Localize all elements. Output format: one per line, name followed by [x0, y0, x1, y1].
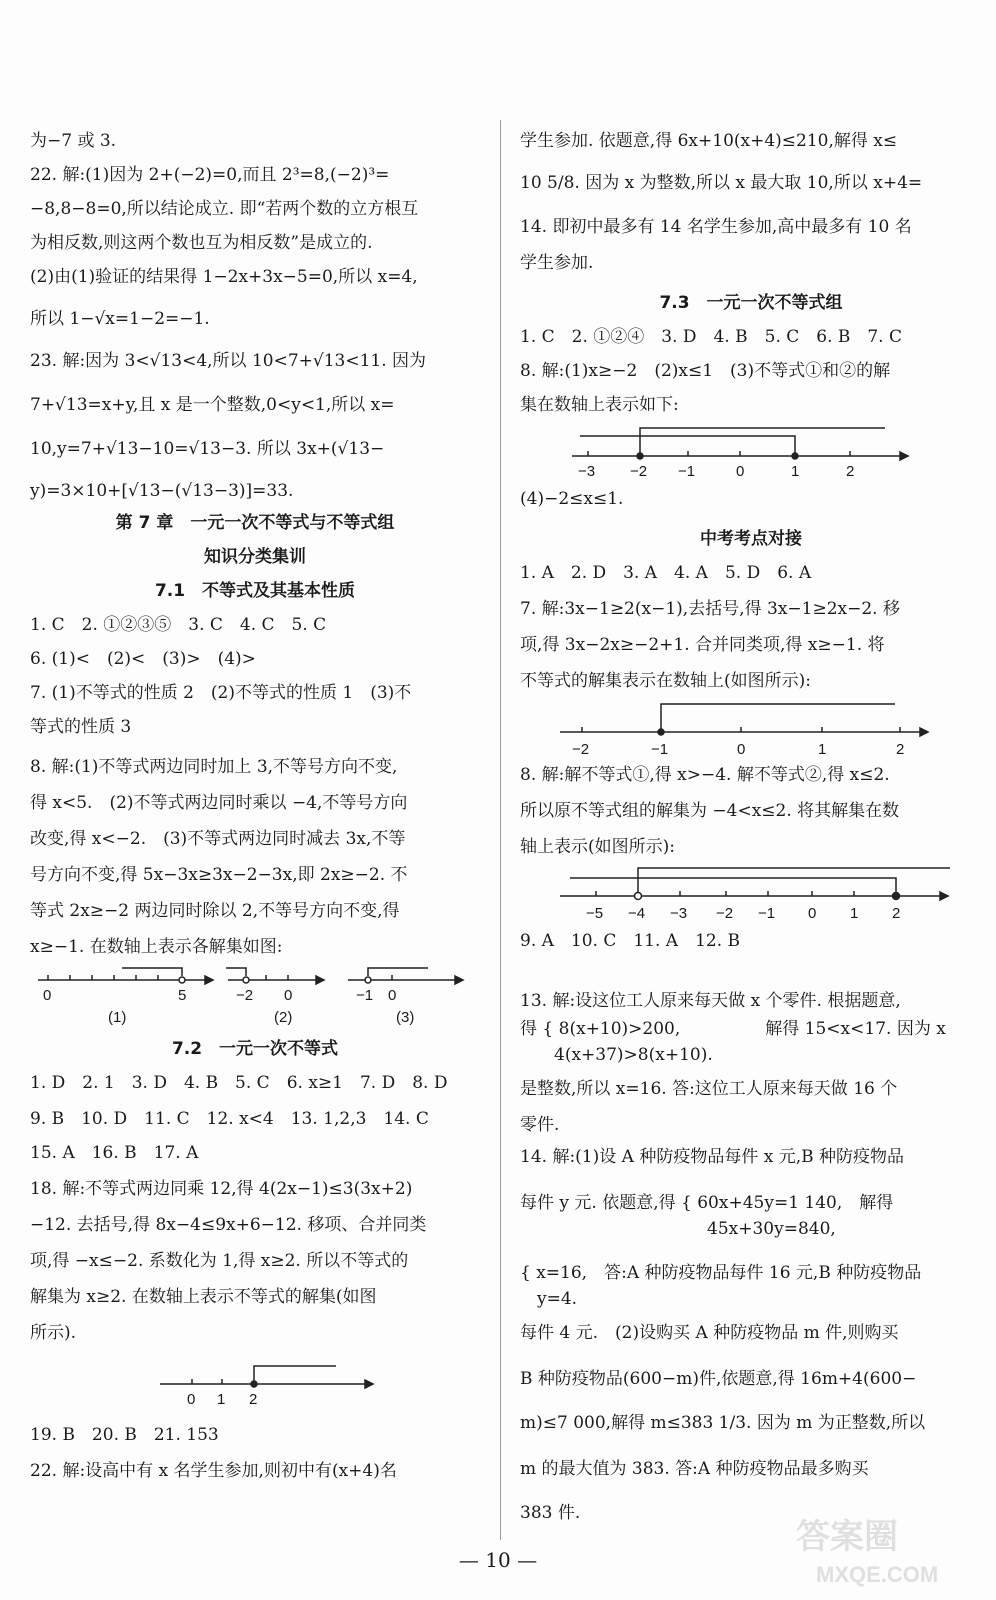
- text-line: 383 件.: [520, 1503, 581, 1523]
- tick-label: 1: [850, 905, 859, 922]
- watermark-text: 答案圈: [796, 1518, 898, 1556]
- tick-label: −2: [630, 463, 648, 480]
- tick-label: 0: [43, 987, 52, 1004]
- text-line: 9. B 10. D 11. C 12. x<4 13. 1,2,3 14. C: [30, 1109, 429, 1129]
- text-line: 改变,得 x<−2. (3)不等式两边同时减去 3x,不等: [30, 829, 406, 849]
- tick-label: −3: [670, 905, 688, 922]
- text-line: 学生参加. 依题意,得 6x+10(x+4)≤210,解得 x≤: [520, 131, 898, 151]
- text-line: 7. (1)不等式的性质 2 (2)不等式的性质 1 (3)不: [30, 683, 412, 703]
- text-line: 22. 解:设高中有 x 名学生参加,则初中有(x+4)名: [30, 1461, 397, 1481]
- section-7-1-title: 7.1 不等式及其基本性质: [154, 581, 356, 601]
- text-line: 7+√13=x+y,且 x 是一个整数,0<y<1,所以 x=: [30, 395, 395, 415]
- tick-label: −2: [716, 905, 734, 922]
- text-line: 得 x<5. (2)不等式两边同时乘以 −4,不等号方向: [30, 793, 408, 813]
- text-line: 零件.: [520, 1115, 560, 1135]
- text-line: 8. 解:解不等式①,得 x>−4. 解不等式②,得 x≤2.: [520, 765, 890, 785]
- text-line: 项,得 −x≤−2. 系数化为 1,得 x≥2. 所以不等式的: [30, 1251, 409, 1271]
- section-7-2-title: 7.2 一元一次不等式: [171, 1039, 339, 1059]
- text-line: 18. 解:不等式两边同乘 12,得 4(2x−1)≤3(3x+2): [30, 1179, 413, 1199]
- text-line: 所以原不等式组的解集为 −4<x≤2. 将其解集在数: [520, 801, 900, 821]
- tick-label: 2: [896, 741, 905, 758]
- text-line: 所示).: [30, 1323, 77, 1343]
- text-line: −12. 去括号,得 8x−4≤9x+6−12. 移项、合并同类: [30, 1215, 427, 1235]
- tick-label: −5: [586, 905, 604, 922]
- tick-label: 2: [846, 463, 855, 480]
- tick-label: 0: [737, 741, 746, 758]
- section-title: 知识分类集训: [204, 547, 306, 567]
- tick-label: 0: [388, 987, 397, 1004]
- tick-label: −1: [678, 463, 696, 480]
- text-line: 解集为 x≥2. 在数轴上表示不等式的解集(如图: [30, 1287, 377, 1307]
- text-line: 6. (1)< (2)< (3)> (4)>: [30, 649, 256, 669]
- text-line: 15. A 16. B 17. A: [30, 1143, 199, 1163]
- watermark-url: MXQE.COM: [816, 1562, 939, 1587]
- chapter-title: 第 7 章 一元一次不等式与不等式组: [115, 513, 395, 533]
- text-line: 10 5/8. 因为 x 为整数,所以 x 最大取 10,所以 x+4=: [520, 173, 923, 193]
- tick-label: 1: [217, 1391, 226, 1408]
- text-line: 10,y=7+√13−10=√13−3. 所以 3x+(√13−: [30, 439, 385, 459]
- text-line: 学生参加.: [520, 253, 594, 273]
- number-line-zk8: [550, 862, 970, 922]
- text-line: y=4.: [520, 1289, 578, 1309]
- number-line-zk7: [550, 698, 950, 758]
- text-line: 等式的性质 3: [30, 717, 132, 737]
- text-line: 23. 解:因为 3<√13<4,所以 10<7+√13<11. 因为: [30, 351, 427, 371]
- tick-label: 0: [808, 905, 817, 922]
- figure-label: (3): [396, 1009, 415, 1026]
- text-line: 1. A 2. D 3. A 4. A 5. D 6. A: [520, 563, 812, 583]
- number-line-7-3-8: [560, 422, 960, 478]
- text-line: B 种防疫物品(600−m)件,依题意,得 16m+4(600−: [520, 1369, 917, 1389]
- text-line: 不等式的解集表示在数轴上(如图所示):: [520, 671, 811, 691]
- text-line: { x=16, 答:A 种防疫物品每件 16 元,B 种防疫物品: [520, 1263, 922, 1283]
- number-line-18: [150, 1358, 390, 1408]
- tick-label: 0: [284, 987, 293, 1004]
- text-line: 14. 即初中最多有 14 名学生参加,高中最多有 10 名: [520, 217, 912, 237]
- tick-label: −2: [572, 741, 590, 758]
- tick-label: 0: [736, 463, 745, 480]
- text-line: −8,8−8=0,所以结论成立. 即“若两个数的立方根互: [30, 199, 419, 219]
- figure-label: (1): [108, 1009, 127, 1026]
- tick-label: 5: [178, 987, 187, 1004]
- text-line: x≥−1. 在数轴上表示各解集如图:: [30, 937, 283, 957]
- text-line: 等式 2x≥−2 两边同时除以 2,不等号方向不变,得: [30, 901, 400, 921]
- text-line: 为相反数,则这两个数也互为相反数”是成立的.: [30, 233, 373, 253]
- text-line: m)≤7 000,解得 m≤383 1/3. 因为 m 为正整数,所以: [520, 1413, 926, 1433]
- text-line: 为−7 或 3.: [30, 131, 117, 151]
- tick-label: 1: [791, 463, 800, 480]
- text-line: 7. 解:3x−1≥2(x−1),去括号,得 3x−1≥2x−2. 移: [520, 599, 900, 619]
- figure-label: (2): [274, 1009, 293, 1026]
- tick-label: −1: [758, 905, 776, 922]
- tick-label: −2: [236, 987, 254, 1004]
- text-line: 14. 解:(1)设 A 种防疫物品每件 x 元,B 种防疫物品: [520, 1147, 905, 1167]
- text-line: 所以 1−√x=1−2=−1.: [30, 309, 210, 329]
- text-line: 1. D 2. 1 3. D 4. B 5. C 6. x≥1 7. D 8. D: [30, 1073, 448, 1093]
- text-line: 号方向不变,得 5x−3x≥3x−2−3x,即 2x≥−2. 不: [30, 865, 408, 885]
- watermark-logo: [786, 1510, 976, 1590]
- text-line: 22. 解:(1)因为 2+(−2)=0,而且 2³=8,(−2)³=: [30, 165, 390, 185]
- text-line: 集在数轴上表示如下:: [520, 395, 679, 415]
- page-number: — 10 —: [458, 1548, 538, 1572]
- text-line: 项,得 3x−2x≥−2+1. 合并同类项,得 x≥−1. 将: [520, 635, 885, 655]
- tick-label: −1: [356, 987, 374, 1004]
- text-line: 45x+30y=840,: [520, 1219, 836, 1239]
- text-line: 轴上表示(如图所示):: [520, 837, 675, 857]
- text-line: (2)由(1)验证的结果得 1−2x+3x−5=0,所以 x=4,: [30, 267, 418, 287]
- text-line: 每件 4 元. (2)设购买 A 种防疫物品 m 件,则购买: [520, 1323, 899, 1343]
- tick-label: −3: [578, 463, 596, 480]
- text-line: 1. C 2. ①②③⑤ 3. C 4. C 5. C: [30, 615, 327, 635]
- zhongkao-title: 中考考点对接: [700, 529, 802, 549]
- number-lines-8: [30, 960, 480, 1030]
- text-line: 是整数,所以 x=16. 答:这位工人原来每天做 16 个: [520, 1079, 898, 1099]
- text-line: 9. A 10. C 11. A 12. B: [520, 931, 740, 951]
- text-line: 19. B 20. B 21. 153: [30, 1425, 219, 1445]
- tick-label: 2: [249, 1391, 258, 1408]
- tick-label: 2: [892, 905, 901, 922]
- tick-label: −4: [628, 905, 646, 922]
- tick-label: 0: [187, 1391, 196, 1408]
- tick-label: 1: [818, 741, 827, 758]
- text-line: 8. 解:(1)x≥−2 (2)x≤1 (3)不等式①和②的解: [520, 361, 891, 381]
- text-line: 13. 解:设这位工人原来每天做 x 个零件. 根据题意,: [520, 991, 901, 1011]
- text-line: 每件 y 元. 依题意,得 { 60x+45y=1 140, 解得: [520, 1193, 894, 1213]
- section-7-3-title: 7.3 一元一次不等式组: [659, 293, 843, 313]
- text-line: y)=3×10+[√13−(√13−3)]=33.: [30, 481, 294, 501]
- text-line: 得 { 8(x+10)>200, 解得 15<x<17. 因为 x: [520, 1019, 946, 1039]
- text-line: 8. 解:(1)不等式两边同时加上 3,不等号方向不变,: [30, 757, 398, 777]
- text-line: m 的最大值为 383. 答:A 种防疫物品最多购买: [520, 1459, 869, 1479]
- text-line: (4)−2≤x≤1.: [520, 489, 624, 509]
- tick-label: −1: [651, 741, 669, 758]
- text-line: 4(x+37)>8(x+10).: [520, 1045, 713, 1065]
- column-divider: [500, 120, 501, 1540]
- text-line: 1. C 2. ①②④ 3. D 4. B 5. C 6. B 7. C: [520, 327, 903, 347]
